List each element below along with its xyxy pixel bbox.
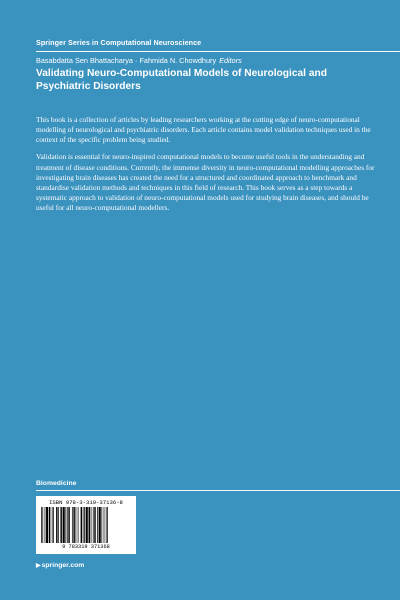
barcode-bar [46,507,48,543]
barcode-bar [73,507,74,543]
website-text: springer.com [41,562,85,569]
barcode-bar [83,507,84,543]
barcode-bar [65,507,66,543]
barcode-digits: 9 783319 371368 [62,544,110,550]
barcode-bar [49,507,50,543]
author-names: Basabdatta Sen Bhattacharya · Fahmida N. Chowdhury [36,56,217,65]
publisher-website [36,562,84,569]
subject-category: Biomedicine [36,480,77,487]
barcode-bar [107,507,108,543]
barcode-bar [41,507,42,543]
barcode-bar [91,507,92,543]
barcode-bar [56,507,57,543]
editors-label: Editors [219,56,242,65]
isbn-text: ISBN 978-3-319-37136-8 [49,499,123,506]
barcode-bar [101,507,102,543]
barcode-bar [76,507,77,543]
book-title [36,67,366,93]
author-line [36,56,242,65]
series-title: Springer Series in Computational Neuroscience [36,38,202,47]
triangle-arrow-icon: ▶ [36,563,41,569]
barcode-bar [52,507,53,543]
barcode-bar [94,507,95,543]
barcode-bar [53,507,54,543]
barcode-bar [99,507,101,543]
barcode-bar [63,507,65,543]
barcode-bar [81,507,82,543]
barcode-bar [97,507,98,543]
barcode-bar [42,507,43,543]
barcode-bars [41,507,131,543]
book-title-line-1: Validating Neuro-Computational Models of Neurological and [36,68,327,79]
description-paragraph-2: Validation is essential for neuro-inspired computational models to become useful tools in the understanding and treatment of disease conditions. Currently, the immense diversity in neuro-computational modelling approaches for investigating brain diseases has created the need for a structured and coordinated approach to benchmark and standardise validation methods and techniques in this field of research. This book serves as a step towards a systematic approach to validation of neuro-computational models used for studying brain diseases, and should be useful for all neuro-computational modellers. [36,152,375,213]
barcode-bar [86,507,88,543]
book-title-line-2: Psychiatric Disorders [36,81,141,92]
barcode-bar [68,507,69,543]
barcode-bar [106,507,107,543]
bottom-divider [36,490,400,491]
barcode-bar [104,507,105,543]
barcode-bar [78,507,79,543]
barcode-bar [72,507,73,543]
barcode-bar [60,507,61,543]
barcode-bar [84,507,85,543]
barcode-bar [93,507,94,543]
top-divider [36,51,400,52]
description-paragraph-1: This book is a collection of articles by leading researchers working at the cutting edge of neuro-computational modelling of neurological and psychiatric disorders. Each article contains model validation techniques used in the context of the specific problem being studied. [36,115,371,145]
isbn-barcode [36,496,136,554]
barcode-bar [89,507,90,543]
book-description [36,115,376,220]
barcode-bar [58,507,59,543]
barcode-bar [45,507,46,543]
barcode-bar [67,507,68,543]
